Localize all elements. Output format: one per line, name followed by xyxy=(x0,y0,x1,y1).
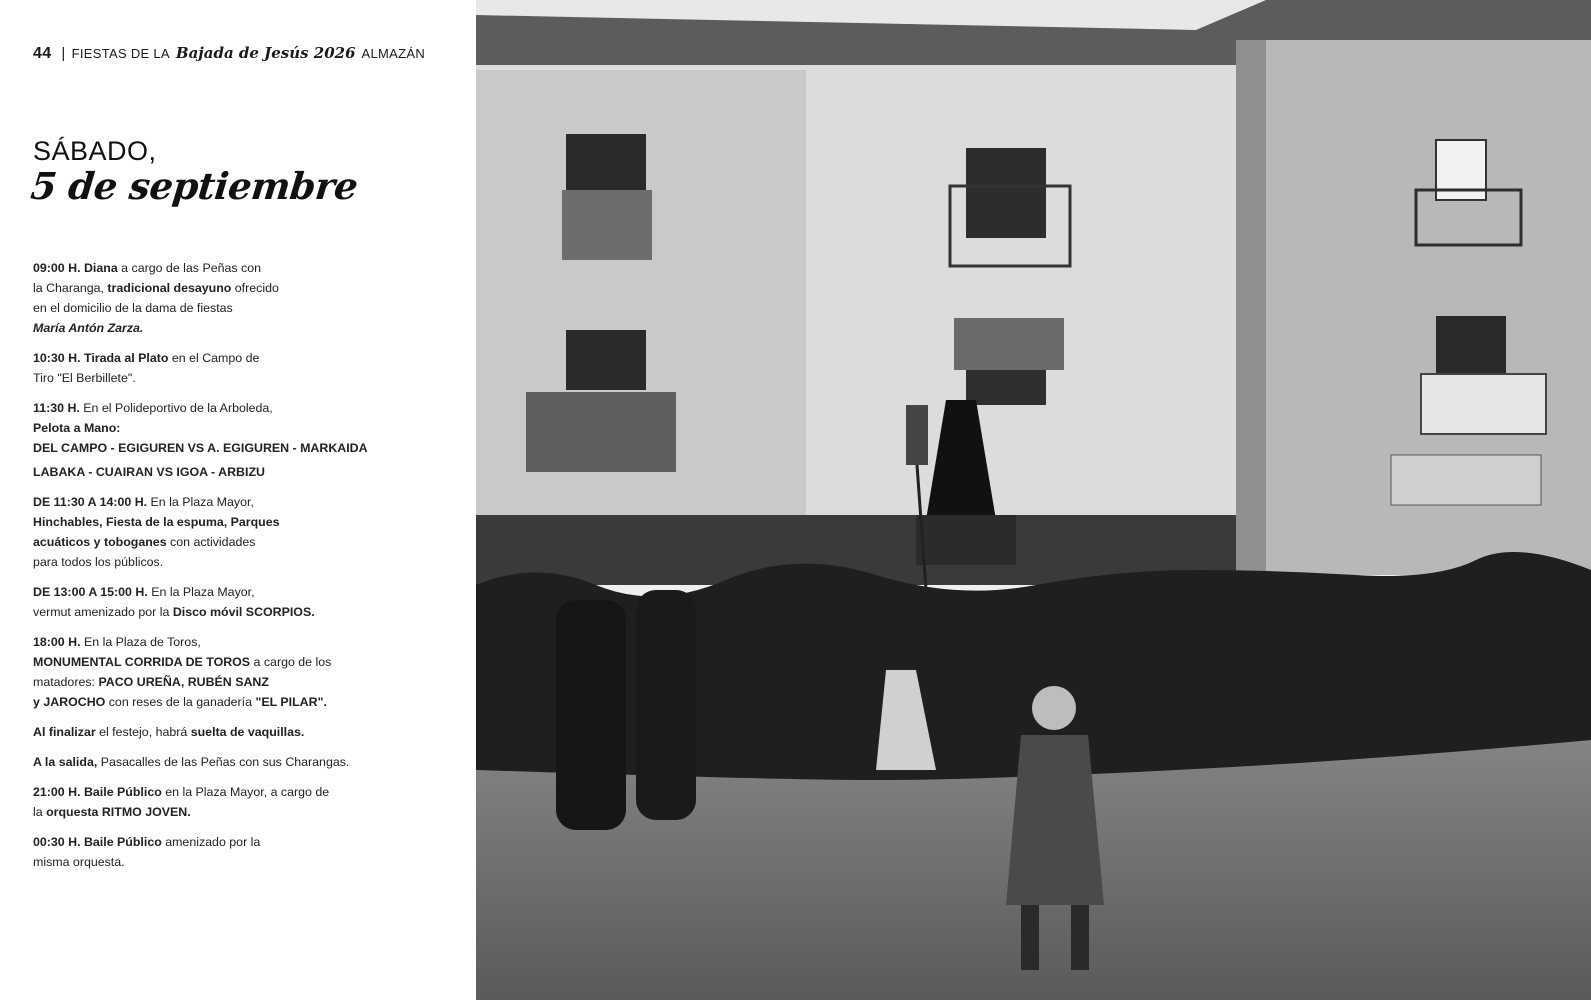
schedule-line xyxy=(33,462,453,482)
schedule-text: En la Plaza Mayor, xyxy=(151,585,255,599)
schedule-line xyxy=(33,672,453,692)
schedule-text: a cargo de los xyxy=(250,655,332,669)
window xyxy=(966,370,1046,405)
schedule-line xyxy=(33,632,453,652)
schedule-text: DE 13:00 A 15:00 H. xyxy=(33,585,152,599)
schedule-entry xyxy=(33,492,453,572)
schedule-line xyxy=(33,782,453,802)
statue-float xyxy=(916,515,1016,565)
schedule-text: ofrecido xyxy=(231,281,279,295)
schedule-line xyxy=(33,602,453,622)
schedule-text: Disco móvil SCORPIOS. xyxy=(172,605,315,619)
schedule-text: DEL CAMPO - EGIGUREN VS A. EGIGUREN - MARKAIDA xyxy=(33,441,368,455)
page-header xyxy=(33,44,473,68)
historic-photo xyxy=(476,0,1591,1000)
schedule-entry xyxy=(33,258,453,338)
schedule-text: MONUMENTAL CORRIDA DE TOROS xyxy=(33,655,251,669)
window xyxy=(966,148,1046,238)
schedule-text: a cargo de las Peñas con xyxy=(117,261,261,275)
schedule-line xyxy=(33,512,453,532)
schedule-line xyxy=(33,318,453,338)
child-leg xyxy=(1071,905,1089,970)
schedule-line xyxy=(33,438,453,458)
schedule-entry xyxy=(33,398,453,458)
child-leg xyxy=(1021,905,1039,970)
schedule-text: Baile Público xyxy=(83,835,162,849)
schedule-line xyxy=(33,258,453,278)
schedule-text: Diana xyxy=(83,261,118,275)
schedule-text: en el domicilio de la dama de fiestas xyxy=(33,301,233,315)
schedule-text: PACO UREÑA, RUBÉN SANZ xyxy=(98,675,269,689)
schedule-text: A la salida, xyxy=(33,755,98,769)
schedule-line xyxy=(33,552,453,572)
schedule-text: vermut amenizado por la xyxy=(33,605,173,619)
schedule-text: Tirada al Plato xyxy=(83,351,169,365)
schedule-line xyxy=(33,582,453,602)
schedule-entry xyxy=(33,462,453,482)
schedule-line xyxy=(33,652,453,672)
schedule-entry xyxy=(33,782,453,822)
balcony-flag xyxy=(562,190,652,260)
awning xyxy=(954,318,1064,370)
schedule-list xyxy=(33,258,453,882)
schedule-text: el festejo, habrá xyxy=(95,725,191,739)
schedule-text: en la Plaza Mayor, a cargo de xyxy=(161,785,330,799)
standing-man xyxy=(636,590,696,820)
window xyxy=(566,134,646,194)
schedule-line xyxy=(33,752,453,772)
schedule-text: Tiro "El Berbillete". xyxy=(33,371,136,385)
schedule-text: orquesta RITMO JOVEN. xyxy=(46,805,191,819)
schedule-text: Baile Público xyxy=(83,785,162,799)
child-coat xyxy=(1006,735,1104,905)
schedule-text: "EL PILAR". xyxy=(255,695,327,709)
schedule-line xyxy=(33,348,453,368)
schedule-text: María Antón Zarza. xyxy=(33,321,144,335)
schedule-entry xyxy=(33,582,453,622)
schedule-entry xyxy=(33,632,453,712)
header-town: ALMAZÁN xyxy=(361,46,426,61)
schedule-text: Pasacalles de las Peñas con sus Charangas. xyxy=(97,755,350,769)
schedule-line xyxy=(33,368,453,388)
schedule-text: En el Polideportivo de la Arboleda, xyxy=(83,401,273,415)
schedule-text: En la Plaza Mayor, xyxy=(150,495,254,509)
schedule-line xyxy=(33,418,453,438)
schedule-text: acuáticos y toboganes xyxy=(33,535,167,549)
schedule-text: para todos los públicos. xyxy=(33,555,164,569)
schedule-line xyxy=(33,398,453,418)
building-corner xyxy=(1236,40,1266,575)
window xyxy=(566,330,646,390)
balcony xyxy=(1421,374,1546,434)
schedule-text: Hinchables, Fiesta de la espuma, Parques xyxy=(33,515,280,529)
schedule-text: amenizado por la xyxy=(161,835,261,849)
schedule-text: matadores: xyxy=(33,675,99,689)
schedule-text: tradicional desayuno xyxy=(107,281,232,295)
schedule-text: 21:00 H. xyxy=(33,785,84,799)
schedule-line xyxy=(33,532,453,552)
header-prefix: FIESTAS DE LA xyxy=(71,46,170,61)
schedule-entry xyxy=(33,832,453,872)
schedule-text: Al finalizar xyxy=(33,725,96,739)
schedule-text: misma orquesta. xyxy=(33,855,125,869)
schedule-text: Pelota a Mano: xyxy=(33,421,121,435)
schedule-text: 18:00 H. xyxy=(33,635,84,649)
schedule-text: 09:00 H. xyxy=(33,261,84,275)
schedule-text: DE 11:30 A 14:00 H. xyxy=(33,495,151,509)
schedule-text: con reses de la ganadería xyxy=(105,695,256,709)
schedule-entry xyxy=(33,722,453,742)
procession-photo-illustration xyxy=(476,0,1591,1000)
schedule-line xyxy=(33,692,453,712)
schedule-entry xyxy=(33,752,453,772)
schedule-line xyxy=(33,722,453,742)
schedule-entry xyxy=(33,348,453,388)
child-head xyxy=(1032,686,1076,730)
standing-man xyxy=(556,600,626,830)
schedule-text: 10:30 H. xyxy=(33,351,84,365)
schedule-line xyxy=(33,832,453,852)
schedule-text: suelta de vaquillas. xyxy=(190,725,305,739)
schedule-text: En la Plaza de Toros, xyxy=(83,635,201,649)
schedule-line xyxy=(33,852,453,872)
schedule-text: con actividades xyxy=(166,535,256,549)
schedule-line xyxy=(33,278,453,298)
schedule-text: 00:30 H. xyxy=(33,835,84,849)
window xyxy=(1436,316,1506,376)
schedule-text: la xyxy=(33,805,47,819)
schedule-line xyxy=(33,298,453,318)
header-separator: | xyxy=(61,45,66,62)
date-title: 5 de septiembre xyxy=(28,164,360,208)
schedule-text: en el Campo de xyxy=(168,351,260,365)
weekday-title: SÁBADO, xyxy=(33,136,157,166)
balcony-flag xyxy=(526,392,676,472)
header-script-title: Bajada de Jesús 2026 xyxy=(175,44,356,62)
schedule-line xyxy=(33,492,453,512)
lantern xyxy=(906,405,928,465)
schedule-text: LABAKA - CUAIRAN VS IGOA - ARBIZU xyxy=(33,465,265,479)
schedule-text: 11:30 H. xyxy=(33,401,84,415)
shop-sign xyxy=(1391,455,1541,505)
schedule-line xyxy=(33,802,453,822)
schedule-text: y JAROCHO xyxy=(33,695,106,709)
schedule-text: la Charanga, xyxy=(33,281,108,295)
program-column xyxy=(0,0,476,1000)
page-number: 44 xyxy=(33,45,52,62)
